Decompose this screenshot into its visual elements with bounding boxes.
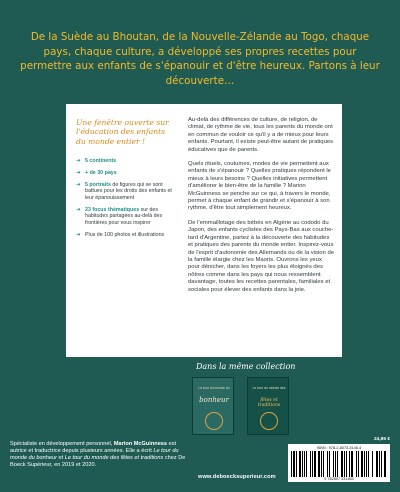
tagline: De la Suède au Bhoutan, de la Nouvelle-Zélande au Togo, chaque pays, chaque culture, a développé ses propres recettes pour permettre aux enfants de s'épanouir et d'être heureux. Partons à leur découverte… — [20, 31, 380, 87]
book-cover-fetes — [247, 377, 289, 435]
author-name: Marion McGuinness — [113, 441, 168, 447]
description-column — [188, 117, 334, 301]
arrow-icon: ➔ — [76, 206, 81, 213]
book-title: bonheur — [199, 396, 229, 404]
list-item: ➔ + de 30 pays — [76, 169, 117, 176]
publisher-url: www.deboecksuperieur.com — [198, 474, 276, 480]
price-label: 24,95 € — [373, 437, 390, 442]
arrow-icon: ➔ — [76, 181, 81, 188]
collection-title: Dans la même collection — [196, 362, 296, 371]
description-paragraph: Quels rituels, coutumes, modes de vie permettent aux enfants de s'épanouir ? Quelles pratiques répondent le mieux à leurs besoins ? Quelles initiatives permettent d'améliorer le bien-être de la famille ? Marion McGuinness se penche sur ce qui, à travers le monde, permet à chaque enfant de grandir et s'épanouir à son rythme, d'être tout simplement heureux. — [188, 161, 331, 212]
content-card — [66, 104, 342, 357]
description-paragraph: Au-delà des différences de culture, de religion, de climat, de rythme de vie, tous les parents du monde ont en commun de vouloir ce qu'il y a de mieux pour leurs enfants. Pourtant, il existe peut-être autant de pratiques éducatives que de parents. — [188, 117, 334, 153]
author-blurb: Spécialiste en développement personnel, Marion McGuinness est autrice et traductrice depuis plusieurs années. Elle a écrit Le tour du monde du bonheur et Le tour du monde des fêtes et traditions chez De Boeck Supérieur, en 2019 et 2020. — [10, 441, 186, 468]
arrow-icon: ➔ — [76, 231, 81, 238]
barcode — [288, 444, 390, 482]
list-item: ➔ Plus de 100 photos et illustrations — [76, 231, 165, 238]
intro-heading: Une fenêtre ouverte sur l'éducation des enfants du monde entier ! — [76, 118, 169, 146]
highlights-column — [76, 118, 176, 244]
ornament-icon — [260, 412, 278, 430]
list-item: ➔ 5 continents — [76, 158, 117, 165]
description-paragraph: De l'emmaillotage des bébés en Algérie au cododo du Japon, des enfants cyclistes des Pays-Bas aux couche-tard d'Argentine, partez à la découverte des habitudes et pratiques des parents du monde entier. Inspirez-vous de l'esprit d'autonomie des Allemands ou de la vision de la famille élargie chez les Maoris. Ouvrons les yeux pour dénicher, dans les foyers les plus éloignés des nôtres comme dans les pays qui nous ressemblent davantage, toutes les recettes parentales, familiales et sociales pour élever des enfants dans la joie. — [188, 219, 335, 293]
ornament-icon — [205, 412, 223, 430]
list-item: ➔ 5 portraits de figures qui se sont battues pour les droits des enfants et leur épanouissement — [76, 181, 172, 202]
book-subtitle: Le tour du monde des — [252, 386, 286, 390]
isbn-text: ISBN : 978-2-8073-3146-4 — [316, 446, 362, 450]
barcode-bars — [291, 451, 387, 477]
book-title: fêtes et traditions — [257, 398, 281, 408]
list-item: ➔ 23 focus thématiques sur des habitudes partagées au-delà des frontières pour vous inspirer — [76, 206, 163, 227]
ean-number: 9 782807 331464 — [324, 477, 354, 481]
arrow-icon: ➔ — [76, 169, 81, 176]
highlights-list — [76, 158, 176, 238]
arrow-icon: ➔ — [76, 158, 81, 165]
book-subtitle: Le tour du monde du — [198, 386, 230, 390]
book-cover-bonheur — [192, 377, 234, 435]
